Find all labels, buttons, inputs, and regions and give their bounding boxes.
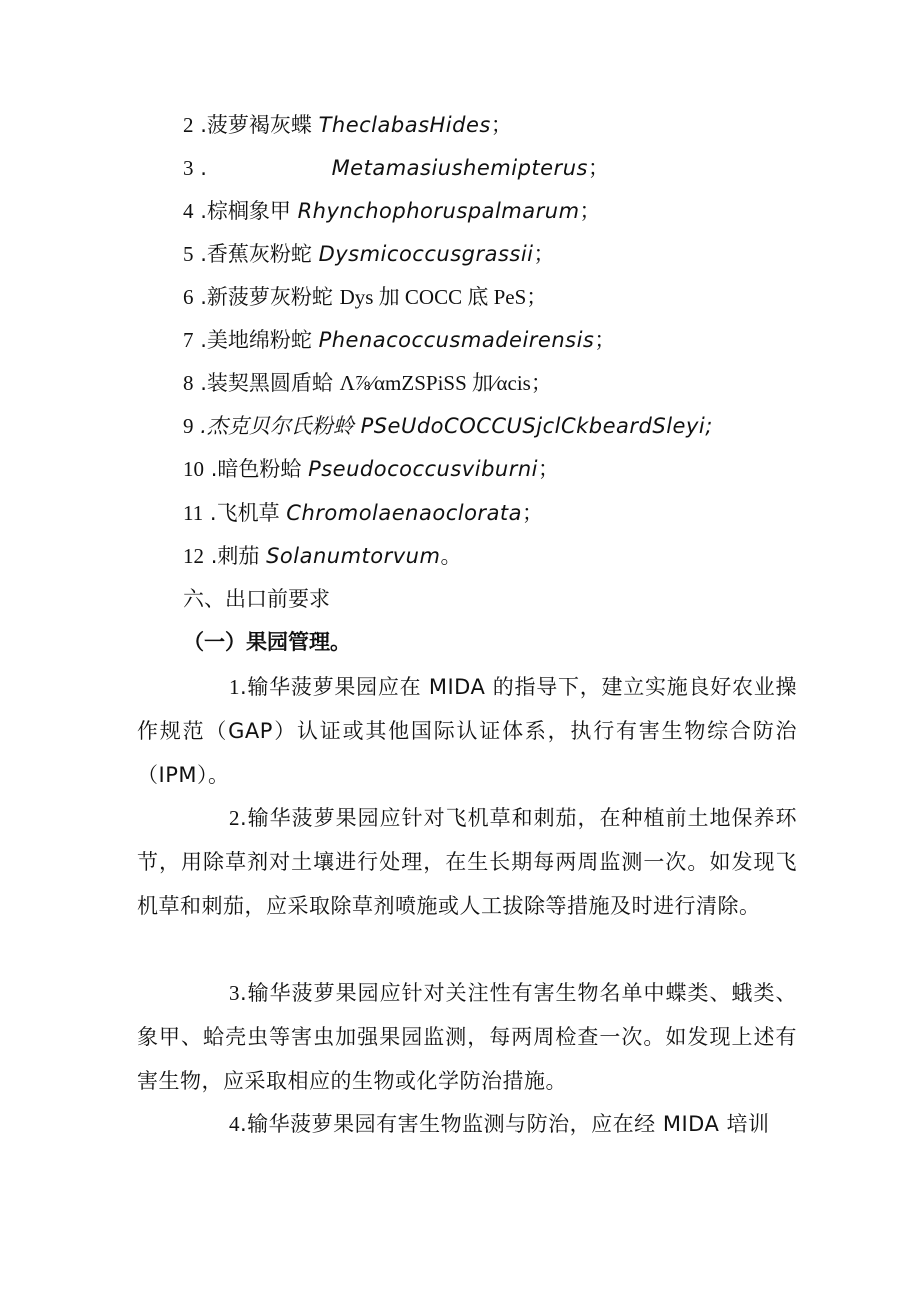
list-item xyxy=(183,455,559,483)
item-chinese-name: .棕榈象甲 xyxy=(200,199,291,223)
item-scientific-name: Phenacoccusmadeirensis xyxy=(318,328,595,352)
item-number: 12 xyxy=(183,544,204,568)
item-punct: ； xyxy=(522,501,544,525)
item-scientific-name: Dys 加 COCC 底 PeS xyxy=(339,285,527,309)
item-number: 9 xyxy=(183,414,194,438)
item-chinese-name: .刺茄 xyxy=(210,544,260,568)
item-number: 10 xyxy=(183,457,204,481)
item-chinese-name: . xyxy=(200,156,207,180)
item-number: 8 xyxy=(183,371,194,395)
item-chinese-name: .菠萝褐灰蝶 xyxy=(200,113,312,137)
list-item xyxy=(183,369,552,397)
item-punct: ； xyxy=(587,156,609,180)
paragraph-number: 3 xyxy=(229,981,240,1005)
item-chinese-name: .新菠萝灰粉蛇 xyxy=(200,285,333,309)
item-number: 4 xyxy=(183,199,194,223)
item-scientific-name: Chromolaenaoclorata xyxy=(286,501,523,525)
paragraph-number: 1 xyxy=(229,675,240,699)
subsection-title: （一）果园管理。 xyxy=(183,630,351,654)
paragraph-text: .输华菠萝果园应在 MIDA 的指导下，建立实施良好农业操作规范（GAP）认证或其他国际认证体系，执行有害生物综合防治（IPM）。 xyxy=(137,675,797,787)
item-number: 2 xyxy=(183,113,194,137)
list-item xyxy=(183,154,609,182)
list-item xyxy=(183,240,555,268)
item-punct: ； xyxy=(579,199,601,223)
item-punct: ; xyxy=(705,414,713,438)
paragraph xyxy=(137,796,797,928)
paragraph xyxy=(137,971,797,1103)
item-scientific-name: Λ⅞∕αmZSPiSS 加∕αcis xyxy=(339,371,531,395)
item-chinese-name: .暗色粉蛤 xyxy=(210,457,302,481)
item-scientific-name: Dysmicoccusgrassii xyxy=(318,242,534,266)
paragraph-text: .输华菠萝果园有害生物监测与防治，应在经 MIDA 培训 xyxy=(240,1112,770,1136)
paragraph-number: 2 xyxy=(229,806,240,830)
item-chinese-name: .杰克贝尔氏粉蛉 xyxy=(200,414,354,438)
list-item xyxy=(183,542,461,570)
item-scientific-name: TheclabasHides xyxy=(318,113,491,137)
section-title: 六、出口前要求 xyxy=(183,587,330,611)
list-item xyxy=(183,326,615,354)
paragraph xyxy=(137,665,797,797)
item-punct: ； xyxy=(533,242,555,266)
item-scientific-name: Metamasiushemipterus xyxy=(331,156,588,180)
item-scientific-name: Pseudococcusviburni xyxy=(308,457,538,481)
list-item xyxy=(183,412,713,440)
paragraph xyxy=(137,1102,797,1146)
item-number: 6 xyxy=(183,285,194,309)
item-scientific-name: Solanumtorvum xyxy=(266,544,441,568)
item-scientific-name: Rhynchophoruspalmarum xyxy=(297,199,580,223)
item-number: 11 xyxy=(183,501,204,525)
item-scientific-name: PSeUdoCOCCUSjclCkbeardSleyi xyxy=(360,414,706,438)
item-chinese-name: .香蕉灰粉蛇 xyxy=(200,242,312,266)
list-item xyxy=(183,499,543,527)
item-punct: ； xyxy=(490,113,512,137)
item-chinese-name: .装契黑圆盾蛤 xyxy=(200,371,333,395)
item-punct: ； xyxy=(526,285,548,309)
item-chinese-name: .美地绵粉蛇 xyxy=(200,328,312,352)
item-number: 5 xyxy=(183,242,194,266)
item-punct: ； xyxy=(594,328,616,352)
list-item xyxy=(183,111,512,139)
list-item xyxy=(183,197,601,225)
item-number: 3 xyxy=(183,156,194,180)
item-punct: ； xyxy=(530,371,552,395)
item-punct: ； xyxy=(538,457,559,481)
paragraph-number: 4 xyxy=(229,1112,240,1136)
item-punct: 。 xyxy=(440,544,462,568)
list-item xyxy=(183,283,547,311)
item-chinese-name: .飞机草 xyxy=(209,501,280,525)
item-number: 7 xyxy=(183,328,194,352)
paragraph-text: .输华菠萝果园应针对飞机草和刺茄，在种植前土地保养环节，用除草剂对土壤进行处理，在生长期每两周监测一次。如发现飞机草和刺茄，应采取除草剂喷施或人工拔除等措施及时进行清除。 xyxy=(137,806,797,918)
paragraph-text: .输华菠萝果园应针对关注性有害生物名单中蝶类、蛾类、象甲、蛤壳虫等害虫加强果园监测，每两周检查一次。如发现上述有害生物，应采取相应的生物或化学防治措施。 xyxy=(137,981,797,1093)
